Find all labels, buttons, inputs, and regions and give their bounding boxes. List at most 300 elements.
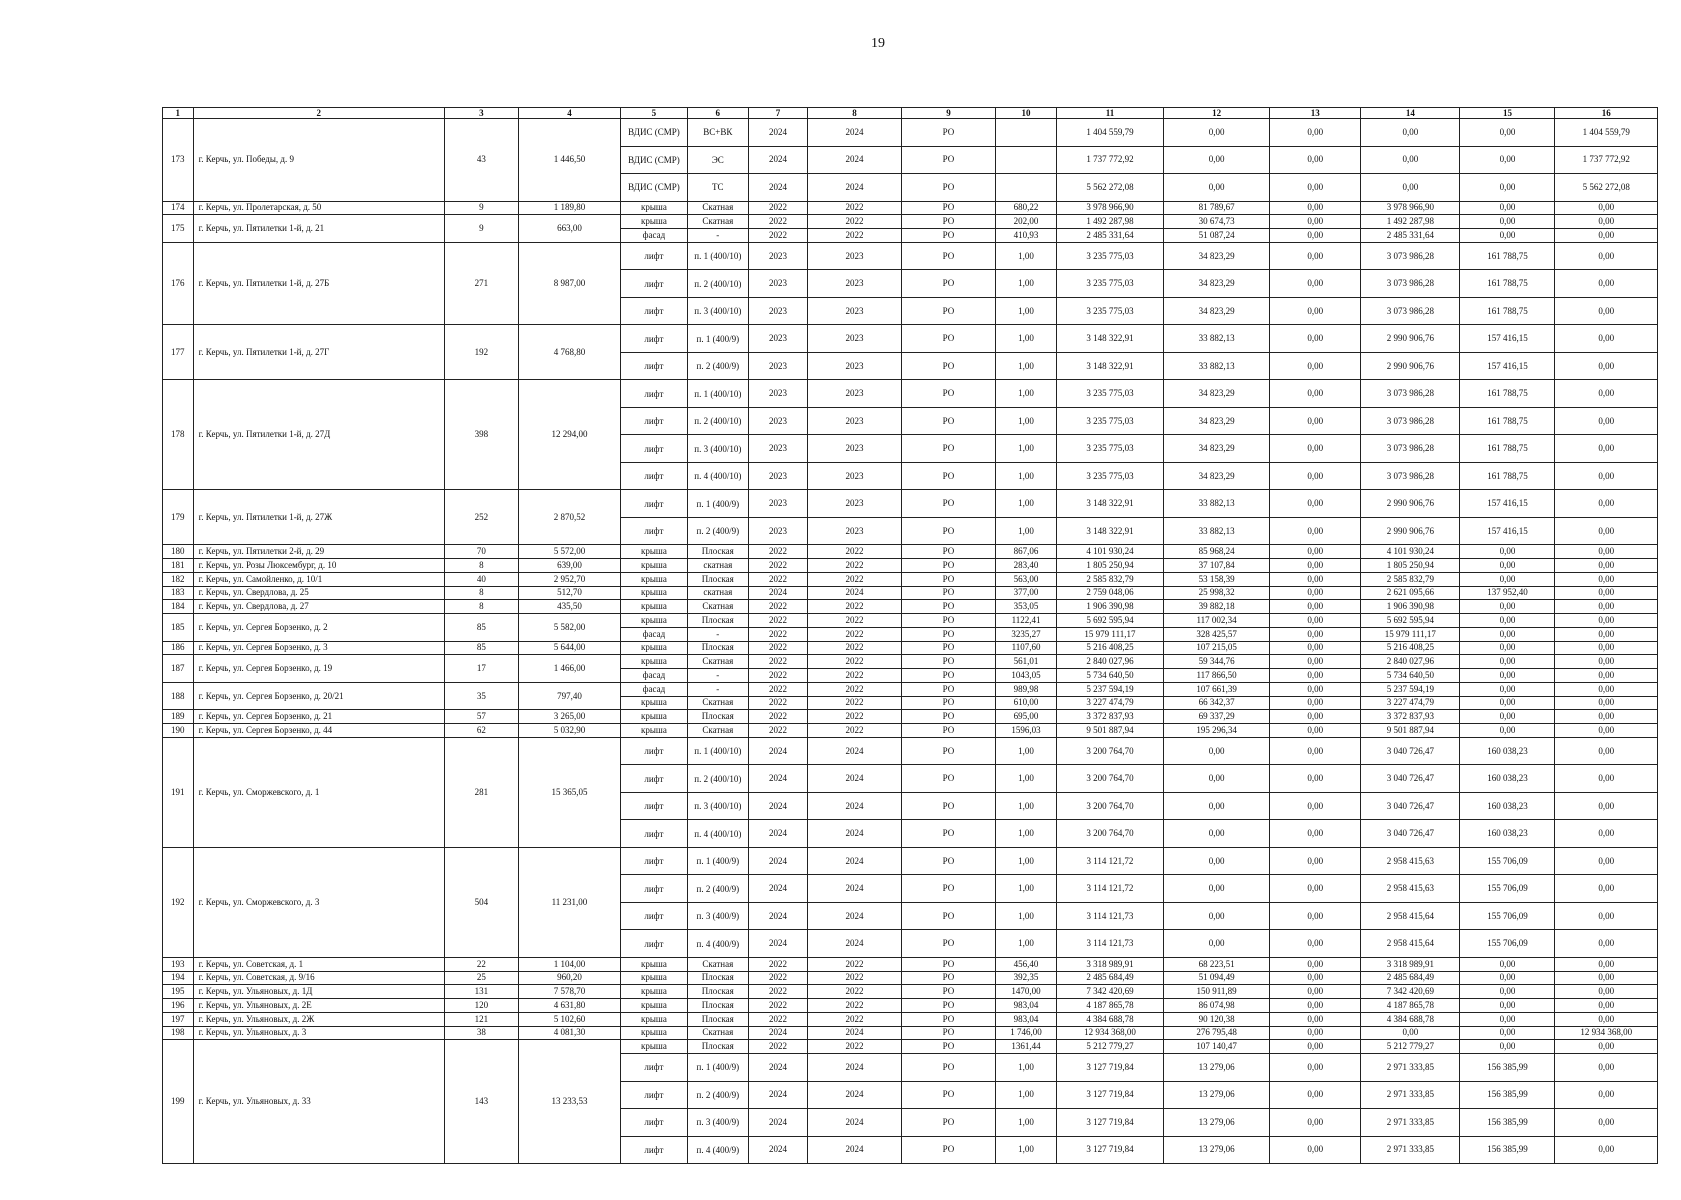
cost-column-13: 0,00 [1270, 1136, 1361, 1164]
cost-column-13: 0,00 [1270, 682, 1361, 696]
work-detail: Скатная [687, 724, 748, 738]
work-quantity: 1043,05 [995, 669, 1056, 683]
residents-count: 38 [444, 1026, 518, 1040]
work-executor: РО [901, 999, 995, 1013]
building-area: 1 104,00 [518, 957, 620, 971]
table-row [163, 600, 1658, 614]
residents-count: 35 [444, 682, 518, 710]
column-number-2: 2 [193, 108, 444, 119]
total-cost: 3 235 775,03 [1057, 270, 1164, 298]
work-type: лифт [621, 875, 688, 903]
cost-column-12: 66 342,37 [1163, 696, 1270, 710]
cost-column-16: 0,00 [1555, 1109, 1658, 1137]
cost-column-14: 5 237 594,19 [1361, 682, 1460, 696]
cost-column-16: 0,00 [1555, 545, 1658, 559]
planned-year: 2024 [748, 146, 807, 174]
work-type: лифт [621, 242, 688, 270]
completion-year: 2022 [808, 971, 902, 985]
work-executor: РО [901, 1109, 995, 1137]
planned-year: 2024 [748, 1026, 807, 1040]
planned-year: 2023 [748, 462, 807, 490]
work-detail: п. 3 (400/10) [687, 792, 748, 820]
cost-column-13: 0,00 [1270, 765, 1361, 793]
completion-year: 2022 [808, 201, 902, 215]
residents-count: 131 [444, 985, 518, 999]
total-cost: 3 114 121,73 [1057, 902, 1164, 930]
cost-column-16: 1 404 559,79 [1555, 119, 1658, 147]
work-type: лифт [621, 517, 688, 545]
column-number-6: 6 [687, 108, 748, 119]
cost-column-16: 0,00 [1555, 380, 1658, 408]
cost-column-13: 0,00 [1270, 710, 1361, 724]
work-detail: Скатная [687, 215, 748, 229]
planned-year: 2024 [748, 737, 807, 765]
work-detail: п. 2 (400/10) [687, 270, 748, 298]
cost-column-14: 3 073 986,28 [1361, 407, 1460, 435]
cost-column-12: 0,00 [1163, 847, 1270, 875]
planned-year: 2022 [748, 957, 807, 971]
cost-column-16: 0,00 [1555, 242, 1658, 270]
table-body [163, 108, 1658, 1164]
building-area: 12 294,00 [518, 380, 620, 490]
row-number: 173 [163, 119, 194, 202]
cost-column-15: 0,00 [1460, 614, 1555, 628]
row-number: 182 [163, 572, 194, 586]
completion-year: 2024 [808, 875, 902, 903]
total-cost: 3 148 322,91 [1057, 325, 1164, 353]
work-executor: РО [901, 902, 995, 930]
work-quantity: 1,00 [995, 435, 1056, 463]
table-row [163, 572, 1658, 586]
completion-year: 2023 [808, 325, 902, 353]
table-row [163, 999, 1658, 1013]
work-type: крыша [621, 1040, 688, 1054]
cost-column-16: 0,00 [1555, 1054, 1658, 1082]
work-executor: РО [901, 1081, 995, 1109]
cost-column-14: 3 040 726,47 [1361, 820, 1460, 848]
residents-count: 40 [444, 572, 518, 586]
work-executor: РО [901, 517, 995, 545]
cost-column-12: 51 094,49 [1163, 971, 1270, 985]
work-executor: РО [901, 875, 995, 903]
work-quantity: 1,00 [995, 737, 1056, 765]
work-quantity: 1,00 [995, 902, 1056, 930]
total-cost: 5 212 779,27 [1057, 1040, 1164, 1054]
table-row [163, 490, 1658, 518]
cost-column-14: 5 212 779,27 [1361, 1040, 1460, 1054]
row-number: 185 [163, 614, 194, 642]
cost-column-16: 0,00 [1555, 737, 1658, 765]
total-cost: 1 404 559,79 [1057, 119, 1164, 147]
work-type: крыша [621, 1026, 688, 1040]
work-executor: РО [901, 559, 995, 573]
work-type: лифт [621, 490, 688, 518]
work-executor: РО [901, 985, 995, 999]
cost-column-15: 0,00 [1460, 215, 1555, 229]
work-type: лифт [621, 930, 688, 958]
residents-count: 192 [444, 325, 518, 380]
cost-column-13: 0,00 [1270, 462, 1361, 490]
work-executor: РО [901, 614, 995, 628]
cost-column-13: 0,00 [1270, 957, 1361, 971]
completion-year: 2022 [808, 682, 902, 696]
cost-column-14: 15 979 111,17 [1361, 627, 1460, 641]
work-quantity: 1,00 [995, 1109, 1056, 1137]
cost-column-12: 107 215,05 [1163, 641, 1270, 655]
cost-column-13: 0,00 [1270, 985, 1361, 999]
completion-year: 2023 [808, 270, 902, 298]
work-type: крыша [621, 655, 688, 669]
planned-year: 2022 [748, 600, 807, 614]
table-row [163, 559, 1658, 573]
residents-count: 271 [444, 242, 518, 325]
work-quantity: 1122,41 [995, 614, 1056, 628]
total-cost: 3 235 775,03 [1057, 380, 1164, 408]
cost-column-15: 0,00 [1460, 669, 1555, 683]
work-executor: РО [901, 847, 995, 875]
column-number-8: 8 [808, 108, 902, 119]
work-detail: Скатная [687, 696, 748, 710]
work-quantity: 1,00 [995, 270, 1056, 298]
completion-year: 2024 [808, 146, 902, 174]
work-quantity: 1,00 [995, 407, 1056, 435]
work-quantity: 283,40 [995, 559, 1056, 573]
work-quantity: 1,00 [995, 517, 1056, 545]
work-detail: п. 2 (400/10) [687, 407, 748, 435]
work-type: крыша [621, 1012, 688, 1026]
work-quantity: 867,06 [995, 545, 1056, 559]
cost-column-15: 0,00 [1460, 627, 1555, 641]
cost-column-15: 0,00 [1460, 201, 1555, 215]
cost-column-13: 0,00 [1270, 1054, 1361, 1082]
cost-column-12: 117 002,34 [1163, 614, 1270, 628]
cost-column-13: 0,00 [1270, 270, 1361, 298]
cost-column-14: 3 073 986,28 [1361, 435, 1460, 463]
cost-column-15: 161 788,75 [1460, 435, 1555, 463]
building-address: г. Керчь, ул. Ульяновых, д. 33 [193, 1040, 444, 1164]
cost-column-16: 0,00 [1555, 435, 1658, 463]
building-area: 797,40 [518, 682, 620, 710]
residents-count: 85 [444, 614, 518, 642]
residents-count: 17 [444, 655, 518, 683]
work-quantity: 1596,03 [995, 724, 1056, 738]
work-type: лифт [621, 435, 688, 463]
work-detail: Скатная [687, 957, 748, 971]
cost-column-16: 5 562 272,08 [1555, 174, 1658, 202]
table-row [163, 215, 1658, 229]
cost-column-14: 2 585 832,79 [1361, 572, 1460, 586]
completion-year: 2022 [808, 627, 902, 641]
work-detail: п. 3 (400/9) [687, 1109, 748, 1137]
cost-column-12: 0,00 [1163, 119, 1270, 147]
cost-column-15: 157 416,15 [1460, 490, 1555, 518]
total-cost: 3 200 764,70 [1057, 792, 1164, 820]
building-area: 5 102,60 [518, 1012, 620, 1026]
cost-column-15: 157 416,15 [1460, 352, 1555, 380]
cost-column-16: 0,00 [1555, 586, 1658, 600]
work-type: лифт [621, 462, 688, 490]
total-cost: 2 759 048,06 [1057, 586, 1164, 600]
cost-column-15: 0,00 [1460, 559, 1555, 573]
cost-column-13: 0,00 [1270, 517, 1361, 545]
building-address: г. Керчь, ул. Советская, д. 9/16 [193, 971, 444, 985]
column-number-15: 15 [1460, 108, 1555, 119]
cost-column-15: 161 788,75 [1460, 407, 1555, 435]
work-quantity: 1,00 [995, 380, 1056, 408]
work-quantity: 1,00 [995, 875, 1056, 903]
work-detail: - [687, 682, 748, 696]
work-quantity: 353,05 [995, 600, 1056, 614]
cost-column-12: 34 823,29 [1163, 270, 1270, 298]
building-area: 2 952,70 [518, 572, 620, 586]
planned-year: 2023 [748, 242, 807, 270]
work-type: лифт [621, 902, 688, 930]
cost-column-14: 1 906 390,98 [1361, 600, 1460, 614]
planned-year: 2023 [748, 270, 807, 298]
completion-year: 2022 [808, 572, 902, 586]
cost-column-12: 33 882,13 [1163, 517, 1270, 545]
work-executor: РО [901, 627, 995, 641]
building-address: г. Керчь, ул. Пятилетки 1-й, д. 27Д [193, 380, 444, 490]
residents-count: 9 [444, 215, 518, 243]
row-number: 188 [163, 682, 194, 710]
planned-year: 2022 [748, 1040, 807, 1054]
work-type: фасад [621, 682, 688, 696]
work-quantity: 1470,00 [995, 985, 1056, 999]
work-detail: Скатная [687, 1026, 748, 1040]
completion-year: 2024 [808, 586, 902, 600]
work-quantity: 202,00 [995, 215, 1056, 229]
cost-column-15: 161 788,75 [1460, 242, 1555, 270]
cost-column-14: 3 073 986,28 [1361, 270, 1460, 298]
planned-year: 2024 [748, 847, 807, 875]
column-number-7: 7 [748, 108, 807, 119]
total-cost: 2 485 684,49 [1057, 971, 1164, 985]
building-address: г. Керчь, ул. Советская, д. 1 [193, 957, 444, 971]
row-number: 189 [163, 710, 194, 724]
work-executor: РО [901, 682, 995, 696]
work-detail: Скатная [687, 655, 748, 669]
work-type: ВДИС (СМР) [621, 119, 688, 147]
work-detail: п. 1 (400/10) [687, 242, 748, 270]
work-quantity: 1,00 [995, 847, 1056, 875]
residents-count: 143 [444, 1040, 518, 1164]
row-number: 186 [163, 641, 194, 655]
cost-column-14: 3 073 986,28 [1361, 242, 1460, 270]
planned-year: 2022 [748, 971, 807, 985]
completion-year: 2022 [808, 614, 902, 628]
residents-count: 85 [444, 641, 518, 655]
cost-column-16: 0,00 [1555, 669, 1658, 683]
building-area: 1 189,80 [518, 201, 620, 215]
cost-column-16: 0,00 [1555, 201, 1658, 215]
planned-year: 2023 [748, 517, 807, 545]
work-executor: РО [901, 792, 995, 820]
work-type: крыша [621, 724, 688, 738]
work-quantity: 1,00 [995, 930, 1056, 958]
work-executor: РО [901, 1012, 995, 1026]
work-quantity: 983,04 [995, 999, 1056, 1013]
work-quantity: 1,00 [995, 297, 1056, 325]
residents-count: 57 [444, 710, 518, 724]
work-quantity: 989,98 [995, 682, 1056, 696]
work-quantity: 1,00 [995, 792, 1056, 820]
cost-column-16: 0,00 [1555, 1012, 1658, 1026]
total-cost: 9 501 887,94 [1057, 724, 1164, 738]
cost-column-15: 137 952,40 [1460, 586, 1555, 600]
total-cost: 2 840 027,96 [1057, 655, 1164, 669]
cost-column-12: 0,00 [1163, 737, 1270, 765]
cost-column-13: 0,00 [1270, 1081, 1361, 1109]
building-address: г. Керчь, ул. Сергея Борзенко, д. 19 [193, 655, 444, 683]
work-detail: Плоская [687, 572, 748, 586]
cost-column-12: 0,00 [1163, 902, 1270, 930]
work-executor: РО [901, 174, 995, 202]
planned-year: 2022 [748, 215, 807, 229]
cost-column-13: 0,00 [1270, 1026, 1361, 1040]
completion-year: 2024 [808, 820, 902, 848]
cost-column-15: 0,00 [1460, 957, 1555, 971]
work-quantity [995, 119, 1056, 147]
planned-year: 2024 [748, 1109, 807, 1137]
planned-year: 2023 [748, 380, 807, 408]
work-quantity: 456,40 [995, 957, 1056, 971]
building-address: г. Керчь, ул. Пятилетки 2-й, д. 29 [193, 545, 444, 559]
work-executor: РО [901, 215, 995, 229]
building-area: 4 768,80 [518, 325, 620, 380]
planned-year: 2023 [748, 297, 807, 325]
cost-column-12: 107 661,39 [1163, 682, 1270, 696]
work-quantity: 983,04 [995, 1012, 1056, 1026]
work-executor: РО [901, 1054, 995, 1082]
building-address: г. Керчь, ул. Пятилетки 1-й, д. 27Г [193, 325, 444, 380]
cost-column-14: 5 734 640,50 [1361, 669, 1460, 683]
building-address: г. Керчь, ул. Сморжевского, д. 1 [193, 737, 444, 847]
planned-year: 2022 [748, 696, 807, 710]
table-row [163, 586, 1658, 600]
table-row [163, 1040, 1658, 1054]
cost-column-12: 13 279,06 [1163, 1136, 1270, 1164]
work-quantity: 1,00 [995, 820, 1056, 848]
work-quantity: 1 746,00 [995, 1026, 1056, 1040]
work-quantity: 392,35 [995, 971, 1056, 985]
cost-column-13: 0,00 [1270, 559, 1361, 573]
repair-program-table [162, 107, 1658, 1164]
work-type: лифт [621, 352, 688, 380]
building-area: 1 466,00 [518, 655, 620, 683]
cost-column-13: 0,00 [1270, 1012, 1361, 1026]
cost-column-15: 0,00 [1460, 545, 1555, 559]
work-executor: РО [901, 1136, 995, 1164]
total-cost: 3 235 775,03 [1057, 242, 1164, 270]
planned-year: 2023 [748, 490, 807, 518]
building-address: г. Керчь, ул. Пролетарская, д. 50 [193, 201, 444, 215]
work-executor: РО [901, 352, 995, 380]
residents-count: 120 [444, 999, 518, 1013]
residents-count: 398 [444, 380, 518, 490]
cost-column-15: 0,00 [1460, 572, 1555, 586]
total-cost: 3 148 322,91 [1057, 517, 1164, 545]
building-address: г. Керчь, ул. Ульяновых, д. 3 [193, 1026, 444, 1040]
completion-year: 2022 [808, 999, 902, 1013]
total-cost: 5 734 640,50 [1057, 669, 1164, 683]
cost-column-16: 0,00 [1555, 971, 1658, 985]
row-number: 199 [163, 1040, 194, 1164]
cost-column-15: 156 385,99 [1460, 1054, 1555, 1082]
row-number: 179 [163, 490, 194, 545]
work-type: лифт [621, 1136, 688, 1164]
completion-year: 2022 [808, 1040, 902, 1054]
row-number: 180 [163, 545, 194, 559]
total-cost: 4 187 865,78 [1057, 999, 1164, 1013]
completion-year: 2024 [808, 847, 902, 875]
cost-column-14: 4 187 865,78 [1361, 999, 1460, 1013]
planned-year: 2022 [748, 724, 807, 738]
completion-year: 2024 [808, 1109, 902, 1137]
planned-year: 2024 [748, 1081, 807, 1109]
total-cost: 3 148 322,91 [1057, 490, 1164, 518]
building-area: 435,50 [518, 600, 620, 614]
cost-column-13: 0,00 [1270, 641, 1361, 655]
work-quantity: 1,00 [995, 1054, 1056, 1082]
planned-year: 2022 [748, 545, 807, 559]
work-detail: п. 3 (400/10) [687, 435, 748, 463]
cost-column-12: 0,00 [1163, 174, 1270, 202]
cost-column-16: 0,00 [1555, 682, 1658, 696]
work-type: крыша [621, 999, 688, 1013]
cost-column-15: 0,00 [1460, 1012, 1555, 1026]
residents-count: 8 [444, 586, 518, 600]
cost-column-14: 2 485 684,49 [1361, 971, 1460, 985]
work-type: лифт [621, 792, 688, 820]
work-executor: РО [901, 641, 995, 655]
total-cost: 1 906 390,98 [1057, 600, 1164, 614]
cost-column-16: 0,00 [1555, 847, 1658, 875]
work-quantity: 1,00 [995, 1081, 1056, 1109]
cost-column-12: 25 998,32 [1163, 586, 1270, 600]
cost-column-14: 2 485 331,64 [1361, 229, 1460, 243]
residents-count: 70 [444, 545, 518, 559]
work-type: фасад [621, 229, 688, 243]
completion-year: 2024 [808, 119, 902, 147]
cost-column-15: 0,00 [1460, 710, 1555, 724]
cost-column-14: 1 492 287,98 [1361, 215, 1460, 229]
work-type: крыша [621, 545, 688, 559]
work-detail: п. 3 (400/9) [687, 902, 748, 930]
cost-column-13: 0,00 [1270, 627, 1361, 641]
cost-column-14: 2 971 333,85 [1361, 1081, 1460, 1109]
completion-year: 2022 [808, 724, 902, 738]
completion-year: 2022 [808, 600, 902, 614]
work-quantity: 563,00 [995, 572, 1056, 586]
work-type: лифт [621, 380, 688, 408]
work-quantity: 410,93 [995, 229, 1056, 243]
work-executor: РО [901, 270, 995, 298]
total-cost: 3 114 121,72 [1057, 875, 1164, 903]
building-area: 15 365,05 [518, 737, 620, 847]
planned-year: 2023 [748, 325, 807, 353]
cost-column-15: 0,00 [1460, 682, 1555, 696]
building-address: г. Керчь, ул. Сергея Борзенко, д. 20/21 [193, 682, 444, 710]
cost-column-15: 160 038,23 [1460, 792, 1555, 820]
work-type: лифт [621, 1054, 688, 1082]
planned-year: 2022 [748, 655, 807, 669]
row-number: 196 [163, 999, 194, 1013]
cost-column-12: 37 107,84 [1163, 559, 1270, 573]
cost-column-14: 2 621 095,66 [1361, 586, 1460, 600]
residents-count: 121 [444, 1012, 518, 1026]
total-cost: 5 692 595,94 [1057, 614, 1164, 628]
